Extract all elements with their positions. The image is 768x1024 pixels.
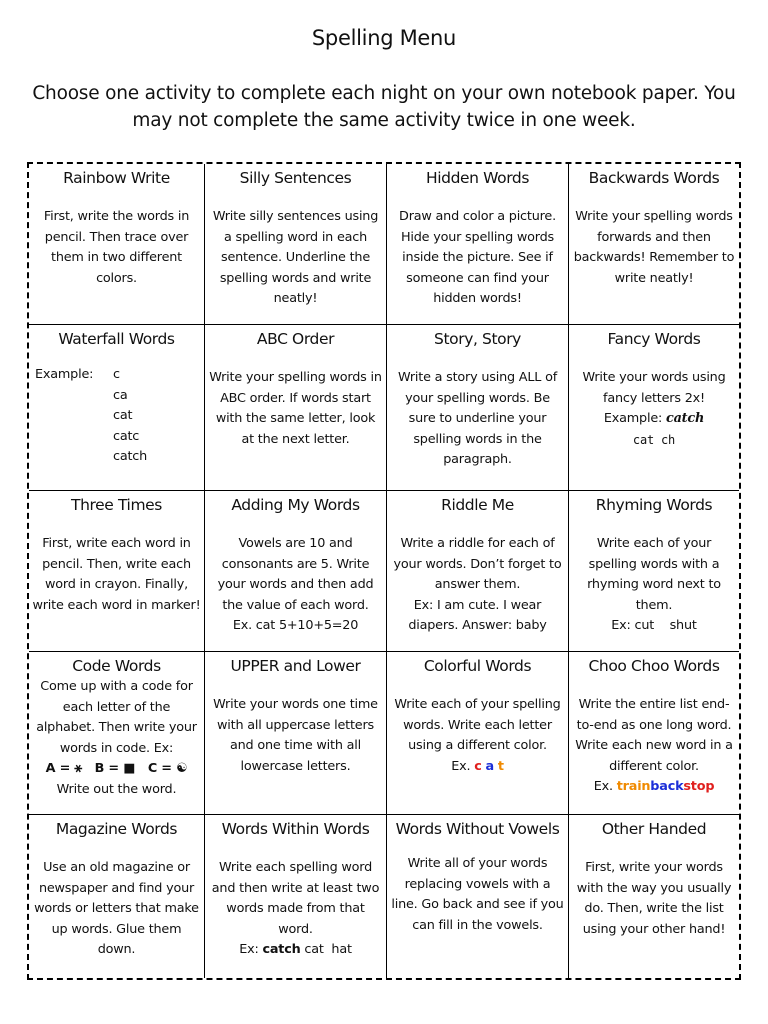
activity-title: Code Words — [72, 657, 161, 675]
fancy-example — [572, 409, 736, 430]
activity-description: Write your words one time with all uppercase letters and one time with all lowercase letters. — [213, 697, 378, 774]
activity-description: Write a riddle for each of your words. Don’t forget to answer them. — [393, 536, 562, 592]
colored-letter: t — [497, 758, 504, 774]
example-word: catch — [262, 942, 301, 957]
activity-cell-adding-my-words — [205, 491, 387, 652]
activity-description: Vowels are 10 and consonants are 5. Write your words and then add the value of each word. — [217, 536, 374, 613]
activity-title: Choo Choo Words — [588, 657, 720, 675]
instructions: Choose one activity to complete each night on your own notebook paper. You may not complete the same activity twice in one week. — [32, 83, 736, 131]
activity-cell-silly-sentences — [205, 164, 387, 325]
word-part: train — [616, 779, 651, 794]
activity-title: Hidden Words — [425, 169, 530, 187]
activity-description: Write each of your spelling words with a rhyming word next to them. — [587, 536, 721, 613]
activity-cell-abc-order — [205, 325, 387, 491]
activity-example: Ex: I am cute. I wear diapers. Answer: baby — [408, 597, 547, 633]
activity-title: Silly Sentences — [239, 169, 352, 187]
page-title: Spelling Menu — [311, 26, 457, 50]
activity-cell-colorful-words — [387, 652, 569, 815]
activity-cell-hidden-words — [387, 164, 569, 325]
activity-description: Write each spelling word and then write at least two words made from that word. — [211, 860, 380, 937]
activity-title: Waterfall Words — [58, 330, 175, 348]
activity-footer: Write out the word. — [56, 781, 177, 797]
activity-title: Other Handed — [601, 820, 707, 838]
waterfall-line: catc — [113, 428, 140, 444]
activity-cell-magazine-words — [29, 815, 205, 978]
activity-description: First, write the words in pencil. Then trace over them in two different colors. — [43, 209, 190, 286]
activity-cell-fancy-words — [569, 325, 739, 491]
activity-description: Write each of your spelling words. Write each letter using a different color. — [394, 697, 561, 753]
colored-letter: c — [474, 758, 482, 774]
activity-cell-upper-and-lower — [205, 652, 387, 815]
spaced-word: cat ch — [632, 432, 676, 447]
example-label: Ex. — [593, 779, 613, 794]
activity-description: Write the entire list end-to-end as one long word. Write each new word in a different color. — [575, 697, 733, 774]
waterfall-example — [32, 365, 201, 468]
activity-cell-riddle-me — [387, 491, 569, 652]
activity-title: Backwards Words — [588, 169, 720, 187]
example-label: Example: — [35, 367, 94, 382]
activity-description: Write all of your words replacing vowels with a line. Go back and see if you can fill in the vowels. — [391, 856, 564, 933]
activity-cell-waterfall-words — [29, 325, 205, 491]
choo-choo-example — [572, 777, 736, 798]
example-label: Ex: — [239, 942, 259, 957]
example-label: Ex. — [451, 758, 471, 774]
waterfall-line: catch — [113, 449, 148, 464]
activity-description: Write your spelling words in ABC order. If words start with the same letter, look at the next letter. — [209, 370, 382, 447]
activity-title: Adding My Words — [231, 496, 360, 514]
activity-description: Write your spelling words forwards and then backwards! Remember to write neatly! — [573, 209, 735, 286]
activity-title: Words Within Words — [221, 820, 370, 838]
activity-cell-story-story — [387, 325, 569, 491]
activity-title: Rainbow Write — [63, 169, 170, 187]
colored-letter: a — [485, 758, 494, 774]
activity-title: ABC Order — [256, 330, 335, 348]
code-symbols: A = ⚹ B = ■ C = ☯ — [45, 761, 188, 776]
activity-description: Come up with a code for each letter of the alphabet. Then write your words in code. Ex: — [36, 679, 197, 756]
activity-title: UPPER and Lower — [230, 657, 361, 675]
colorful-example — [390, 757, 565, 778]
waterfall-line: cat — [113, 408, 133, 423]
activity-title: Three Times — [71, 496, 162, 514]
activity-cell-words-within-words — [205, 815, 387, 978]
fancy-word: catch — [666, 411, 705, 426]
waterfall-line: c — [113, 367, 120, 382]
example-label: Example: — [603, 411, 663, 426]
activity-description: Write silly sentences using a spelling word in each sentence. Underline the spelling words and write neatly! — [212, 209, 379, 306]
activity-title: Rhyming Words — [595, 496, 713, 514]
activity-title: Story, Story — [434, 330, 521, 348]
activity-cell-choo-choo-words — [569, 652, 739, 815]
activity-description: First, write each word in pencil. Then, write each word in crayon. Finally, write each word in marker! — [32, 536, 201, 613]
activity-example: Ex. cat 5+10+5=20 — [232, 618, 359, 633]
waterfall-line: ca — [113, 387, 128, 403]
activity-cell-three-times — [29, 491, 205, 652]
word-part: back — [650, 779, 684, 794]
activity-cell-code-words — [29, 652, 205, 815]
activity-title: Magazine Words — [55, 820, 178, 838]
within-example — [208, 940, 383, 961]
activity-description: Draw and color a picture. Hide your spelling words inside the picture. See if someone can find your hidden words! — [399, 209, 556, 306]
word-part: stop — [683, 779, 715, 794]
activity-description: Write a story using ALL of your spelling words. Be sure to underline your spelling words in the paragraph. — [397, 370, 558, 467]
example-results: cat hat — [304, 942, 352, 957]
activity-title: Colorful Words — [423, 657, 532, 675]
activity-cell-other-handed — [569, 815, 739, 978]
activity-title: Words Without Vowels — [395, 820, 560, 838]
activity-description: Use an old magazine or newspaper and find your words or letters that make up words. Glue them down. — [34, 860, 199, 957]
activity-description: Write your words using fancy letters 2x! — [582, 370, 726, 406]
spelling-menu-grid — [27, 162, 741, 980]
activity-cell-words-without-vowels — [387, 815, 569, 978]
activity-cell-backwards-words — [569, 164, 739, 325]
activity-cell-rhyming-words — [569, 491, 739, 652]
activity-description: First, write your words with the way you usually do. Then, write the list using your other hand! — [576, 860, 732, 937]
activity-title: Fancy Words — [607, 330, 701, 348]
activity-example: Ex: cut shut — [611, 618, 697, 633]
activity-cell-rainbow-write — [29, 164, 205, 325]
activity-title: Riddle Me — [441, 496, 514, 514]
